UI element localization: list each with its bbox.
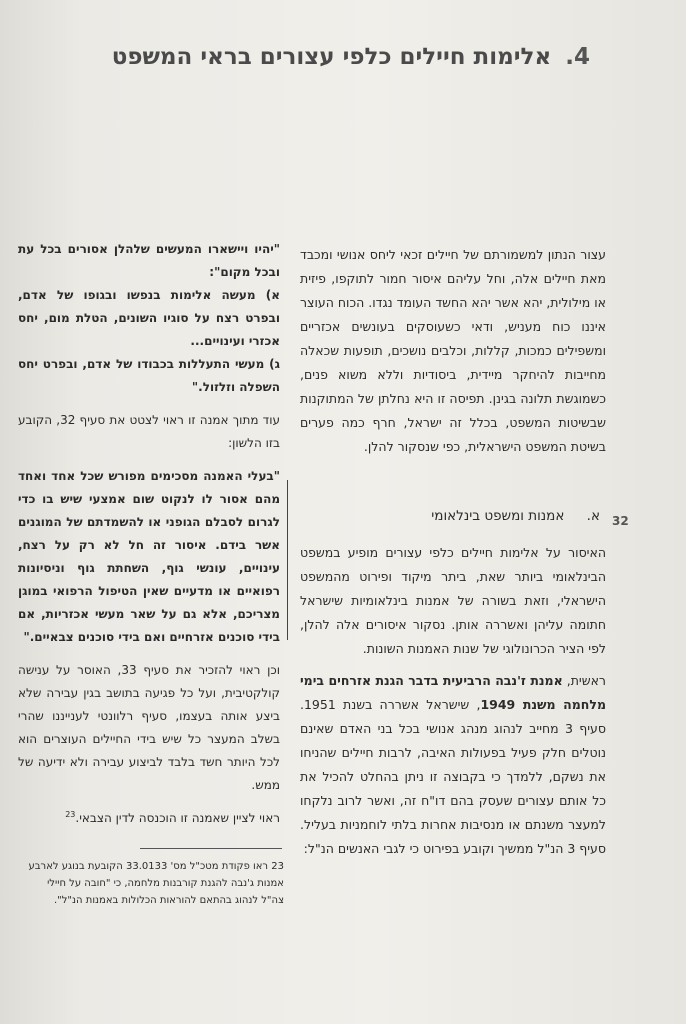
geneva-paragraph-start: ראשית, (562, 673, 606, 688)
conventions-paragraph: האיסור על אלימות חיילים כלפי עצורים מופיע במשפט הבינלאומי ביותר שאת, ביתר מיקוד ופירוט מהמשפט הישראלי, וזאת בשורה של אמנות בינלאומיות שישראל חתומה עליהן ואשררה אותן. נסקור איסורים אלה להלן, לפי הציר הכרונולוגי של שנות האמנות השונות. (300, 545, 606, 656)
section-heading (300, 508, 600, 524)
footnote-text: ראו פקודת מטכ"ל מס' 33.0133 הקובעת בנוגע לארבע אמנות ג'נבה להגנת קורבנות מלחמה, כי "חובה על חיילי צה"ל לנהוג בהתאם להוראות הכלולות באמנות הנ"ל". (28, 861, 284, 906)
chapter-heading (111, 44, 590, 70)
footnote (22, 858, 284, 909)
chapter-number: 4. (565, 44, 590, 70)
footnote-ref: 23 (65, 810, 76, 819)
military-law-paragraph (18, 803, 280, 830)
quote1-item-a: א) מעשה אלימות בנפשו ובגופו של אדם, ובפרט רצח על סוגיו השונים, הטלת מום, יחס אכזרי ועינויים... (18, 288, 280, 348)
article-33-paragraph: וכן ראוי להזכיר את סעיף 33, האוסר על ענישה קולקטיבית, ועל כל פגיעה בתושב בגין עבירה שלא ביצע אותה בעצמו, סעיף רלוונטי לענייננו שהרי בשלב המעצר כל שיש בידי החיילים העוצרים הוא לכל היותר חשד בלבד לביצוע עבירה ולא ידיעה של ממש. (18, 663, 280, 792)
chapter-title: אלימות חיילים כלפי עצורים בראי המשפט (111, 44, 552, 70)
article-32-intro: עוד מתוך אמנה זו ראוי לצטט את סעיף 32, הקובע בזו הלשון: (18, 413, 281, 450)
right-column (300, 243, 606, 459)
intro-paragraph: עצור הנתון למשמורתם של חיילים זכאי ליחס אנושי ומכבד מאת חיילים אלה, וחל עליהם איסור חמור לתוקפו, פיזית או מילולית, יהא אשר יהא החשד העומד נגדו. הכוח העוצר איננו כוח מעניש, ודאי כשעוסקים בעונשים אכזריים ומשפילים כמכות, קללות, וכלבים נושכים, תופעות שכאלה מחייבות להיחקר מיידית, ביסודיות וללא משוא פנים, כשמוגשת תלונה בגינן. תפיסה זו היא נחלתן של המתוקנות שבשיטות המשפט, בכלל זה ישראל, חרף כמה פערים בשיטת המשפט הישראלית, כפי שנסקור להלן. (300, 247, 606, 454)
footnote-separator (140, 848, 282, 849)
quote1-item-c: ג) מעשי התעללות בכבודו של אדם, ובפרט יחס השפלה וזלזול." (18, 357, 280, 394)
geneva-paragraph-rest: , שישראל אשררה בשנת 1951. סעיף 3 מחייב לנהוג מנהג אנושי בכל בני האדם שאינם נוטלים חלק פעיל בפעולות האיבה, לרבות חיילים שהניחו את נשקם, ללמדך כי בקבוצה זו ניתן בהחלט להכיל את כל אותם עצורים שעסק בהם דו"ח זה, ואשר לרוב נלקחו למעצר משנתם או מנסיבות אחרות בלתי לוחמניות בעליל. סעיף 3 הנ"ל ממשיך וקובע בפירוט כי לגבי האנשים הנ"ל: (300, 697, 606, 856)
article-32-quote: "בעלי האמנה מסכימים מפורש שכל אחד ואחד מהם אסור לו לנקוט שום אמצעי שיש בו כדי לגרום לסבלם הגופני או להשמדתם של המוגנים אשר בידם. איסור זה חל לא רק על רצח, עינויים, עונשי גוף, השחתת גוף וניסיונות רפואיים או מדעיים שאין הטיפול הרפואי במוגן מצריכם, אלא גם על שאר מעשי אכזריות, אם בידי סוכנים אזרחיים ואם בידי סוכנים צבאיים." (18, 469, 280, 644)
military-law-text: ראוי לציין שאמנה זו הוכנסה לדין הצבאי. (75, 811, 280, 825)
section-title: אמנות ומשפט בינלאומי (431, 508, 565, 524)
quote1-intro: "יהיו ויישארו המעשים שלהלן אסורים בכל עת ובכל מקום": (18, 242, 280, 279)
geneva-convention-name: אמנת ז'נבה הרביעית בדבר הגנת אזרחים בימי מלחמה משנת 1949 (300, 673, 606, 712)
section-label: א. (586, 508, 600, 524)
geneva-paragraph (300, 669, 606, 861)
footnote-number: 23 (271, 861, 284, 872)
page-number: 32 (612, 514, 629, 528)
right-column-lower (300, 541, 606, 861)
quote-rule (287, 480, 288, 640)
left-column (18, 238, 280, 830)
